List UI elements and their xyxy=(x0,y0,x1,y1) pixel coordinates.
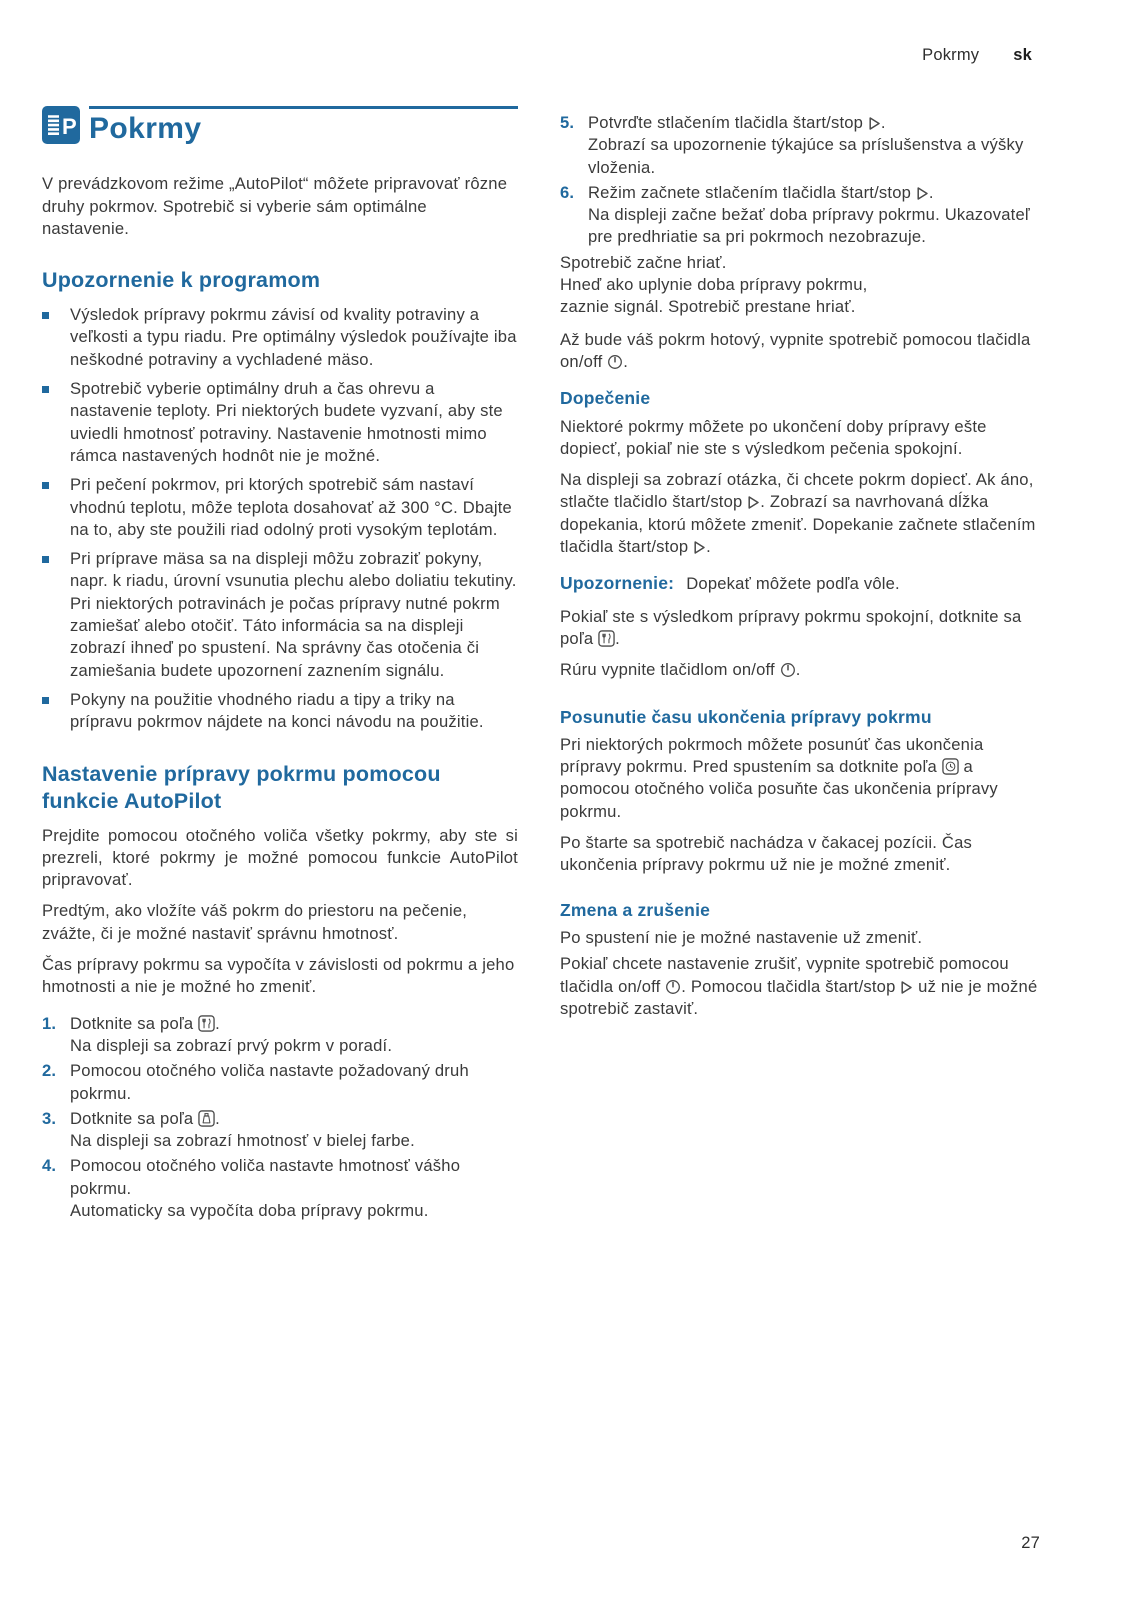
result-line: Hneď ako uplynie doba prípravy pokrmu, xyxy=(560,275,868,295)
section-heading-autopilot: Nastavenie prípravy pokrmu pomocou funkcie AutoPilot xyxy=(42,761,441,813)
body-paragraph: Predtým, ako vložíte váš pokrm do priestoru na pečenie, zvážte, či je možné nastaviť správnu hmotnosť. xyxy=(42,901,468,943)
body-paragraph: Rúru vypnite tlačidlom on/off . xyxy=(560,659,1040,681)
result-line: Spotrebič začne hriať. xyxy=(560,252,727,272)
list-item xyxy=(42,378,518,467)
note-paragraph xyxy=(560,572,1040,595)
notice-text: Pokyny na použitie vhodného riadu a tipy a triky na prípravu pokrmov nájdete na konci návodu na použitie. xyxy=(70,689,484,732)
body-paragraph: Prejdite pomocou otočného voliča všetky pokrmy, aby ste si prezreli, ktoré pokrmy je možné pomocou funkcie AutoPilot pripravovať. xyxy=(42,825,518,890)
intro-paragraph: V prevádzkovom režime „AutoPilot“ môžete pripravovať rôzne druhy pokrmov. Spotrebič si vyberie sám optimálne nastavenie. xyxy=(42,174,508,238)
content-columns xyxy=(42,106,1040,1225)
step-number: 3. xyxy=(42,1108,57,1128)
notice-text: Pri pečení pokrmov, pri ktorých spotrebič sám nastaví vhodnú teplotu, môže teplota dosahovať až 300 °C. Dbajte na to, aby ste použili riad odolný proti vysokým teplotám. xyxy=(70,475,512,539)
instruction-steps xyxy=(560,112,1040,249)
step-line: Potvrďte stlačením tlačidla štart/stop . xyxy=(588,112,1040,134)
step-text xyxy=(70,1108,518,1153)
start-stop-icon xyxy=(916,182,929,204)
step-line: Na displeji sa zobrazí hmotnosť v bielej farbe. xyxy=(70,1131,415,1151)
header-language-label: sk xyxy=(1013,46,1032,64)
left-column xyxy=(42,106,518,1225)
step-item xyxy=(42,1060,518,1105)
step-number: 5. xyxy=(560,113,575,132)
chapter-title-bar xyxy=(42,106,518,150)
step-item xyxy=(42,1013,518,1058)
notice-text: Výsledok prípravy pokrmu závisí od kvality potraviny a veľkosti a typu riadu. Pre optimálny výsledok používajte iba neškodné potraviny a vychladené mäso. xyxy=(70,305,517,369)
list-item xyxy=(42,689,518,734)
body-paragraph: Na displeji sa zobrazí otázka, či chcete pokrm dopiecť. Ak áno, stlačte tlačidlo štart/stop . Zobrazí sa navrhovaná dĺžka dopekania, ktorú môžete zmeniť. Dopekanie začnete stlačením tlačidla štart/stop . xyxy=(560,469,1040,558)
step-line: Dotknite sa poľa . xyxy=(70,1108,518,1130)
start-stop-icon xyxy=(747,491,760,513)
start-stop-icon xyxy=(868,112,881,134)
step-line: Zobrazí sa upozornenie týkajúce sa príslušenstva a výšky vloženia. xyxy=(588,135,1024,177)
step-line: Režim začnete stlačením tlačidla štart/stop . xyxy=(588,182,1040,204)
step-line: Dotknite sa poľa . xyxy=(70,1013,518,1035)
step-item xyxy=(42,1155,518,1222)
note-label: Upozornenie: xyxy=(560,573,675,594)
weight-icon xyxy=(198,1108,215,1130)
bullet-square-icon xyxy=(42,312,49,319)
body-paragraph: Pri niektorých pokrmoch môžete posunúť čas ukončenia prípravy pokrmu. Pred spustením sa dotknite poľa a pomocou otočného voliča posuňte čas ukončenia prípravy pokrmu. xyxy=(560,734,998,821)
bullet-square-icon xyxy=(42,386,49,393)
step-number: 6. xyxy=(560,182,575,202)
step-number: 4. xyxy=(42,1156,57,1176)
step-line: Automaticky sa vypočíta doba prípravy pokrmu. xyxy=(70,1200,429,1220)
bullet-square-icon xyxy=(42,697,49,704)
step-line: Na displeji sa zobrazí prvý pokrm v poradí. xyxy=(70,1035,393,1055)
dish-icon xyxy=(598,628,615,650)
step-number: 2. xyxy=(42,1061,57,1081)
dish-icon xyxy=(198,1013,215,1035)
body-paragraph: Až bude váš pokrm hotový, vypnite spotrebič pomocou tlačidla on/off . xyxy=(560,329,1040,374)
start-stop-icon xyxy=(693,536,706,558)
result-line: zaznie signál. Spotrebič prestane hriať. xyxy=(560,297,856,317)
step-line: Na displeji začne bežať doba prípravy pokrmu. Ukazovateľ pre predhriatie sa pri pokrmoch nezobrazuje. xyxy=(588,205,1030,247)
step-text xyxy=(70,1060,518,1105)
step-item xyxy=(560,182,1040,249)
body-paragraph: Pokiaľ chcete nastavenie zrušiť, vypnite spotrebič pomocou tlačidla on/off . Pomocou tlačidla štart/stop už nie je možné spotrebič zastaviť. xyxy=(560,954,1038,1018)
header-section-label: Pokrmy xyxy=(922,46,980,64)
list-item xyxy=(42,474,518,541)
bullet-square-icon xyxy=(42,482,49,489)
list-item xyxy=(42,548,518,682)
notices-list xyxy=(42,304,518,733)
step-text xyxy=(588,182,1040,249)
step-text xyxy=(588,112,1040,179)
food-program-icon-letter: P xyxy=(62,114,77,139)
food-program-icon xyxy=(42,106,80,150)
list-item xyxy=(42,304,518,371)
on-off-icon xyxy=(780,659,796,681)
note-text: Dopekať môžete podľa vôle. xyxy=(686,574,900,594)
step-text xyxy=(70,1013,518,1058)
title-rule xyxy=(89,106,518,147)
subsection-heading-zmena: Zmena a zrušenie xyxy=(560,899,711,920)
step-line: Pomocou otočného voliča nastavte hmotnosť vášho pokrmu. xyxy=(70,1156,461,1198)
result-lines xyxy=(560,252,1040,319)
page-number: 27 xyxy=(1021,1533,1040,1552)
body-paragraph: Niektoré pokrmy môžete po ukončení doby prípravy ešte dopiecť, pokiaľ nie ste s výsledkom pečenia spokojní. xyxy=(560,416,987,458)
body-paragraph: Pokiaľ ste s výsledkom prípravy pokrmu spokojní, dotknite sa poľa . xyxy=(560,606,1040,651)
right-column xyxy=(560,106,1040,1225)
step-line: Pomocou otočného voliča nastavte požadovaný druh pokrmu. xyxy=(70,1061,469,1103)
start-stop-icon xyxy=(900,976,913,998)
step-item xyxy=(42,1108,518,1153)
notice-text: Pri príprave mäsa sa na displeji môžu zobraziť pokyny, napr. k riadu, úrovní vsunutia plechu alebo doliatiu tekutiny. Pri niektorých potravinách je počas prípravy nutné pokrm zamiešať alebo otočiť. Táto informácia sa na displeji zobrazí ihneď po spustení. Na správny čas otočenia či zamiešania budete upozornení zaznením signálu. xyxy=(70,549,517,680)
step-item xyxy=(560,112,1040,179)
section-heading-notices: Upozornenie k programom xyxy=(42,268,321,293)
on-off-icon xyxy=(665,976,681,998)
body-paragraph: Po štarte sa spotrebič nachádza v čakacej pozícii. Čas ukončenia prípravy pokrmu už nie je možné zmeniť. xyxy=(560,833,973,875)
subsection-heading-dopecenie: Dopečenie xyxy=(560,388,651,409)
on-off-icon xyxy=(607,351,623,373)
subsection-heading-posun: Posunutie času ukončenia prípravy pokrmu xyxy=(560,706,932,727)
body-paragraph: Po spustení nie je možné nastavenie už zmeniť. xyxy=(560,927,923,947)
page-header xyxy=(922,44,1032,66)
body-paragraph: Čas prípravy pokrmu sa vypočíta v závislosti od pokrmu a jeho hmotnosti a nie je možné ho zmeniť. xyxy=(42,955,515,997)
notice-text: Spotrebič vyberie optimálny druh a čas ohrevu a nastavenie teploty. Pri niektorých budete vyzvaní, aby ste uviedli hmotnosť potraviny. Nastavenie hmotnosti mimo rámca nastavených hodnôt nie je možné. xyxy=(70,379,503,465)
bullet-square-icon xyxy=(42,556,49,563)
clock-icon xyxy=(942,756,959,778)
step-text xyxy=(70,1155,518,1222)
step-number: 1. xyxy=(42,1013,57,1033)
instruction-steps xyxy=(42,1013,518,1223)
page-title: Pokrmy xyxy=(89,112,202,145)
